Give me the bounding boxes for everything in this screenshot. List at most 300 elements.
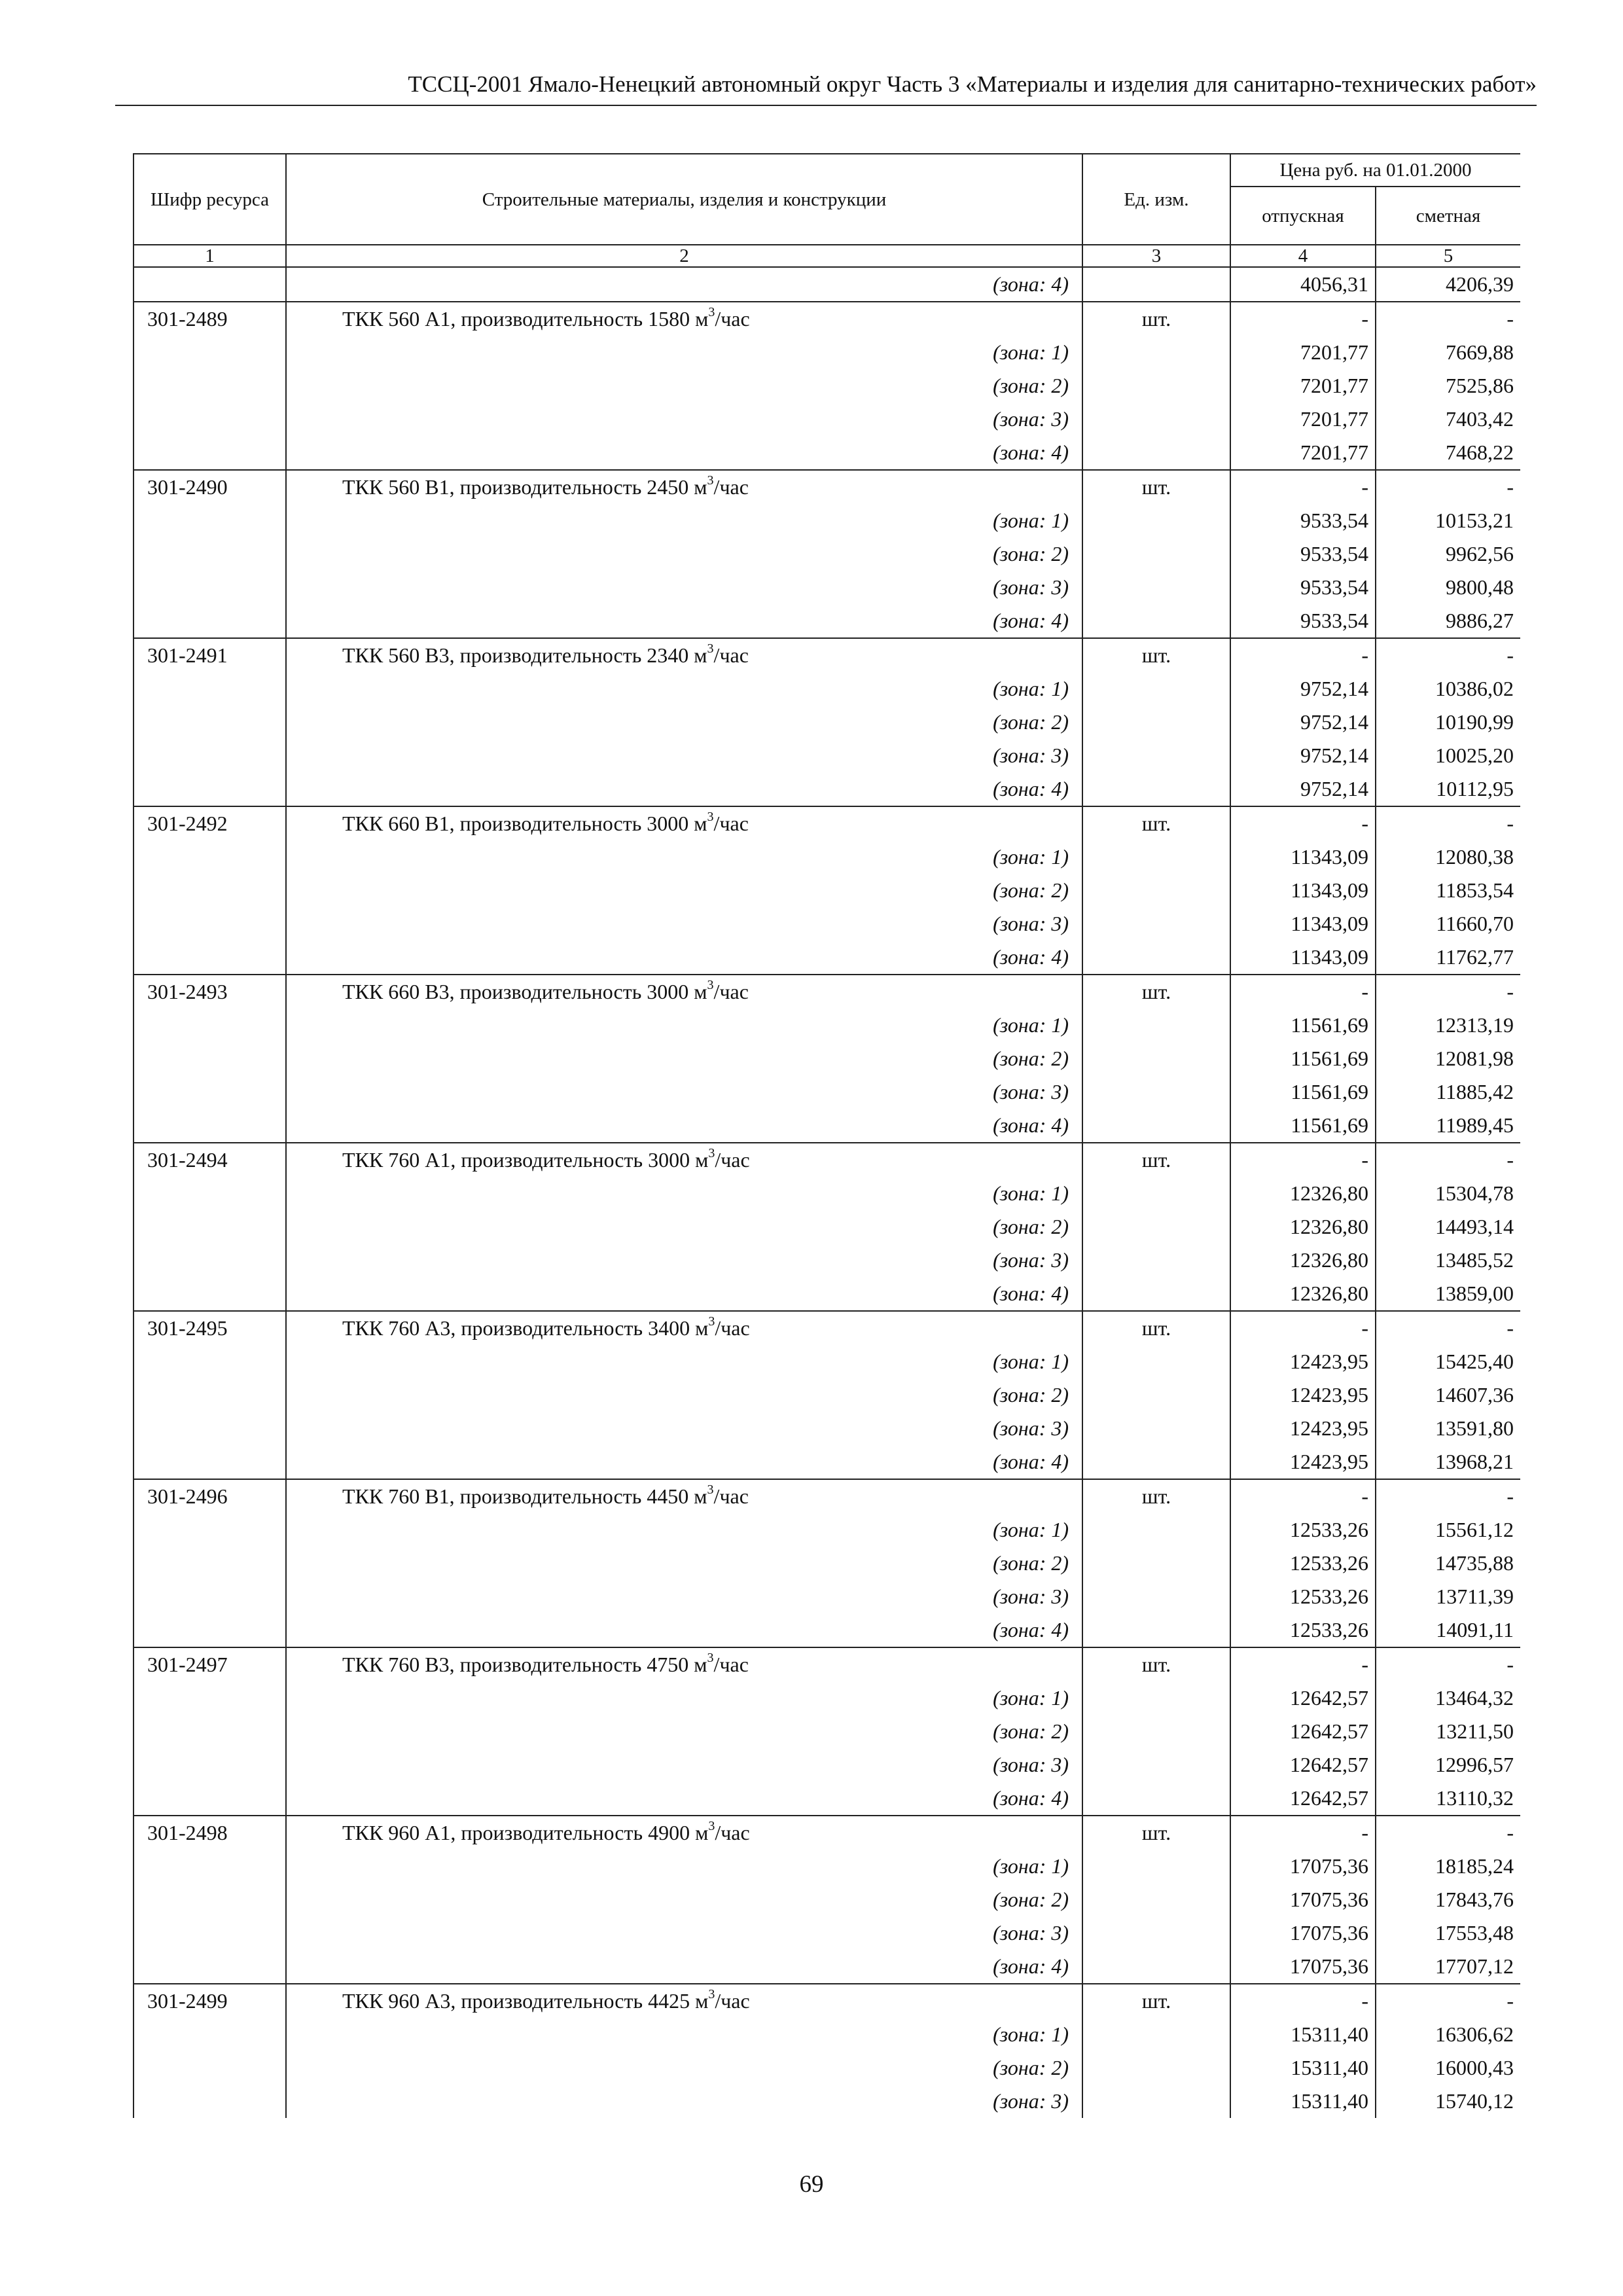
cell-estimate-price: 11853,54 (1376, 874, 1520, 907)
cell-estimate-price: 10153,21 (1376, 504, 1520, 537)
cell-release-price: 12533,26 (1230, 1580, 1376, 1613)
cell-unit (1082, 571, 1230, 604)
cell-zone: (зона: 2) (286, 1715, 1082, 1748)
col-header-estimate: сметная (1376, 187, 1520, 245)
zone-row (134, 1883, 1520, 1916)
cell-release-price: 17075,36 (1230, 1916, 1376, 1950)
cell-estimate-price: - (1376, 1143, 1520, 1177)
cell-estimate-price: 15425,40 (1376, 1345, 1520, 1378)
zone-row (134, 1378, 1520, 1412)
cell-code (134, 369, 286, 403)
cell-code (134, 403, 286, 436)
cell-zone: (зона: 2) (286, 537, 1082, 571)
cell-unit (1082, 1412, 1230, 1445)
item-row (134, 975, 1520, 1009)
cell-zone: (зона: 1) (286, 1345, 1082, 1378)
cell-code (134, 1042, 286, 1075)
cell-code (134, 1210, 286, 1244)
cell-release-price: 11343,09 (1230, 941, 1376, 975)
cell-zone: (зона: 3) (286, 1244, 1082, 1277)
zone-row (134, 1748, 1520, 1782)
cell-zone: (зона: 4) (286, 1445, 1082, 1479)
cell-zone: (зона: 2) (286, 706, 1082, 739)
cell-code (134, 1378, 286, 1412)
cell-unit (1082, 2051, 1230, 2085)
cell-zone: (зона: 1) (286, 1850, 1082, 1883)
item-row (134, 1479, 1520, 1513)
cell-estimate-price: 15561,12 (1376, 1513, 1520, 1547)
cell-zone: (зона: 1) (286, 840, 1082, 874)
cell-zone: (зона: 4) (286, 436, 1082, 470)
zone-row (134, 1613, 1520, 1647)
unit-exponent: 3 (707, 473, 714, 488)
cell-unit (1082, 1916, 1230, 1950)
cell-zone: (зона: 4) (286, 1613, 1082, 1647)
cell-code (134, 1345, 286, 1378)
cell-release-price: 12326,80 (1230, 1244, 1376, 1277)
cell-release-price: - (1230, 1143, 1376, 1177)
cell-unit: шт. (1082, 302, 1230, 336)
cell-unit (1082, 1850, 1230, 1883)
cell-unit (1082, 1748, 1230, 1782)
zone-row (134, 1277, 1520, 1311)
cell-estimate-price: 10025,20 (1376, 739, 1520, 772)
cell-name (286, 1311, 1082, 1345)
item-name: ТКК 760 В1, производительность 4450 м (342, 1484, 707, 1508)
cell-name (286, 1143, 1082, 1177)
item-row (134, 1143, 1520, 1177)
cell-estimate-price: - (1376, 1311, 1520, 1345)
cell-zone: (зона: 3) (286, 1412, 1082, 1445)
cell-estimate-price: 12313,19 (1376, 1009, 1520, 1042)
price-table (133, 153, 1520, 2118)
cell-zone: (зона: 3) (286, 2085, 1082, 2118)
cell-estimate-price: - (1376, 806, 1520, 840)
zone-row (134, 1782, 1520, 1816)
cell-release-price: 12642,57 (1230, 1782, 1376, 1816)
cell-unit (1082, 1345, 1230, 1378)
cell-zone: (зона: 4) (286, 604, 1082, 638)
cell-estimate-price: 13110,32 (1376, 1782, 1520, 1816)
cell-code (134, 1782, 286, 1816)
cell-estimate-price: 14607,36 (1376, 1378, 1520, 1412)
cell-code: 301-2498 (134, 1816, 286, 1850)
cell-unit (1082, 267, 1230, 302)
cell-zone: (зона: 1) (286, 1177, 1082, 1210)
cell-release-price: 12423,95 (1230, 1378, 1376, 1412)
cell-release-price: - (1230, 1479, 1376, 1513)
cell-code (134, 1850, 286, 1883)
cell-unit (1082, 537, 1230, 571)
cell-estimate-price: 9800,48 (1376, 571, 1520, 604)
zone-row (134, 571, 1520, 604)
zone-row (134, 1916, 1520, 1950)
cell-zone: (зона: 3) (286, 739, 1082, 772)
cell-release-price: - (1230, 1816, 1376, 1850)
cell-unit (1082, 1075, 1230, 1109)
unit-exponent: 3 (707, 810, 714, 825)
cell-code (134, 2051, 286, 2085)
cell-code: 301-2494 (134, 1143, 286, 1177)
cell-release-price: 12326,80 (1230, 1277, 1376, 1311)
unit-exponent: 3 (707, 978, 714, 993)
cell-code (134, 2018, 286, 2051)
unit-suffix: /час (713, 1484, 749, 1508)
cell-unit: шт. (1082, 1143, 1230, 1177)
cell-release-price: 9533,54 (1230, 504, 1376, 537)
cell-estimate-price: 10386,02 (1376, 672, 1520, 706)
cell-zone: (зона: 3) (286, 1580, 1082, 1613)
cell-zone: (зона: 4) (286, 1109, 1082, 1143)
zone-row (134, 907, 1520, 941)
cell-unit: шт. (1082, 1816, 1230, 1850)
cell-code (134, 1277, 286, 1311)
cell-release-price: 7201,77 (1230, 336, 1376, 369)
cell-zone: (зона: 3) (286, 571, 1082, 604)
cell-estimate-price: 12081,98 (1376, 1042, 1520, 1075)
cell-release-price: 12533,26 (1230, 1547, 1376, 1580)
unit-suffix: /час (713, 475, 749, 499)
cell-estimate-price: 17553,48 (1376, 1916, 1520, 1950)
cell-release-price: 17075,36 (1230, 1950, 1376, 1984)
cell-estimate-price: 17707,12 (1376, 1950, 1520, 1984)
cell-name (286, 1816, 1082, 1850)
cell-name (286, 638, 1082, 672)
cell-estimate-price: 13485,52 (1376, 1244, 1520, 1277)
cell-name (286, 1647, 1082, 1681)
cell-zone: (зона: 4) (286, 1782, 1082, 1816)
cell-estimate-price: 11762,77 (1376, 941, 1520, 975)
col-header-release: отпускная (1230, 187, 1376, 245)
zone-row (134, 1445, 1520, 1479)
cell-zone: (зона: 3) (286, 403, 1082, 436)
cell-unit: шт. (1082, 1984, 1230, 2018)
unit-exponent: 3 (708, 1987, 715, 2002)
zone-row (134, 1513, 1520, 1547)
cell-release-price: 11343,09 (1230, 840, 1376, 874)
cell-code: 301-2493 (134, 975, 286, 1009)
cell-code: 301-2490 (134, 470, 286, 504)
zone-row (134, 1850, 1520, 1883)
cell-unit (1082, 1445, 1230, 1479)
cell-unit (1082, 1378, 1230, 1412)
zone-row (134, 1715, 1520, 1748)
item-row (134, 1984, 1520, 2018)
unit-suffix: /час (715, 1148, 750, 1172)
cell-code (134, 1445, 286, 1479)
cell-unit (1082, 874, 1230, 907)
cell-unit (1082, 1244, 1230, 1277)
unit-suffix: /час (715, 1821, 750, 1844)
cell-release-price: 11561,69 (1230, 1042, 1376, 1075)
unit-suffix: /час (715, 1316, 750, 1340)
cell-estimate-price: - (1376, 470, 1520, 504)
cell-estimate-price: 7403,42 (1376, 403, 1520, 436)
cell-zone: (зона: 2) (286, 874, 1082, 907)
item-name: ТКК 660 В1, производительность 3000 м (342, 812, 707, 835)
cell-estimate-price: 16306,62 (1376, 2018, 1520, 2051)
cell-code (134, 1580, 286, 1613)
cell-estimate-price: 12080,38 (1376, 840, 1520, 874)
cell-code (134, 1916, 286, 1950)
cell-estimate-price: - (1376, 302, 1520, 336)
cell-release-price: - (1230, 1311, 1376, 1345)
cell-zone: (зона: 2) (286, 1378, 1082, 1412)
cell-estimate-price: 10112,95 (1376, 772, 1520, 806)
zone-row (134, 504, 1520, 537)
col-number: 3 (1082, 245, 1230, 267)
cell-zone: (зона: 1) (286, 1009, 1082, 1042)
cell-unit: шт. (1082, 1311, 1230, 1345)
cell-release-price: 7201,77 (1230, 369, 1376, 403)
cell-estimate-price: 10190,99 (1376, 706, 1520, 739)
cell-estimate-price: 14091,11 (1376, 1613, 1520, 1647)
cell-code (134, 1613, 286, 1647)
item-name: ТКК 960 А3, производительность 4425 м (342, 1989, 709, 2013)
cell-estimate-price: 13591,80 (1376, 1412, 1520, 1445)
unit-exponent: 3 (708, 1819, 715, 1834)
cell-code: 301-2495 (134, 1311, 286, 1345)
item-name: ТКК 960 А1, производительность 4900 м (342, 1821, 709, 1844)
unit-exponent: 3 (708, 1146, 715, 1161)
cell-unit (1082, 1782, 1230, 1816)
cell-code (134, 941, 286, 975)
cell-release-price: 17075,36 (1230, 1883, 1376, 1916)
zone-row (134, 874, 1520, 907)
cell-release-price: - (1230, 638, 1376, 672)
item-name: ТКК 560 А1, производительность 1580 м (342, 307, 709, 331)
cell-estimate-price: 9886,27 (1376, 604, 1520, 638)
unit-exponent: 3 (708, 1314, 715, 1329)
zone-row (134, 1345, 1520, 1378)
cell-unit (1082, 1883, 1230, 1916)
zone-row (134, 2085, 1520, 2118)
item-name: ТКК 760 А3, производительность 3400 м (342, 1316, 709, 1340)
cell-release-price: 12642,57 (1230, 1715, 1376, 1748)
cell-release-price: 12533,26 (1230, 1513, 1376, 1547)
cell-unit (1082, 1580, 1230, 1613)
unit-exponent: 3 (707, 1482, 714, 1498)
cell-estimate-price: 13464,32 (1376, 1681, 1520, 1715)
cell-unit (1082, 672, 1230, 706)
cell-unit (1082, 1513, 1230, 1547)
item-row (134, 302, 1520, 336)
zone-row (134, 1042, 1520, 1075)
cell-unit (1082, 336, 1230, 369)
col-header-code: Шифр ресурса (134, 154, 286, 245)
cell-release-price: 15311,40 (1230, 2085, 1376, 2118)
cell-unit (1082, 1009, 1230, 1042)
cell-zone: (зона: 4) (286, 1277, 1082, 1311)
cell-release-price: - (1230, 806, 1376, 840)
item-row (134, 806, 1520, 840)
cell-release-price: - (1230, 302, 1376, 336)
price-table-container (133, 153, 1520, 2123)
cell-release-price: 11343,09 (1230, 907, 1376, 941)
cell-estimate-price: - (1376, 638, 1520, 672)
cell-zone: (зона: 2) (286, 369, 1082, 403)
cell-zone: (зона: 2) (286, 1210, 1082, 1244)
cell-zone: (зона: 1) (286, 2018, 1082, 2051)
unit-suffix: /час (713, 643, 749, 667)
cell-code (134, 1009, 286, 1042)
cell-code (134, 1715, 286, 1748)
cell-code (134, 537, 286, 571)
cell-estimate-price: 13211,50 (1376, 1715, 1520, 1748)
cell-zone: (зона: 3) (286, 1916, 1082, 1950)
cell-unit (1082, 436, 1230, 470)
cell-code (134, 1950, 286, 1984)
cell-estimate-price: 11660,70 (1376, 907, 1520, 941)
cell-zone: (зона: 2) (286, 2051, 1082, 2085)
cell-unit (1082, 941, 1230, 975)
zone-row (134, 1177, 1520, 1210)
col-header-unit: Ед. изм. (1082, 154, 1230, 245)
cell-zone: (зона: 1) (286, 672, 1082, 706)
cell-name (286, 470, 1082, 504)
cell-unit (1082, 369, 1230, 403)
cell-zone: (зона: 3) (286, 907, 1082, 941)
cell-release-price: 9533,54 (1230, 571, 1376, 604)
cell-unit: шт. (1082, 1479, 1230, 1513)
unit-exponent: 3 (707, 641, 714, 656)
cell-unit (1082, 1613, 1230, 1647)
cell-code (134, 2085, 286, 2118)
cell-code (134, 672, 286, 706)
cell-estimate-price: - (1376, 1479, 1520, 1513)
cell-zone: (зона: 1) (286, 1513, 1082, 1547)
unit-suffix: /час (715, 1989, 750, 2013)
cell-zone: (зона: 2) (286, 1547, 1082, 1580)
cell-estimate-price: 4206,39 (1376, 267, 1520, 302)
item-name: ТКК 560 В1, производительность 2450 м (342, 475, 707, 499)
cell-code (134, 1244, 286, 1277)
cell-release-price: - (1230, 1984, 1376, 2018)
zone-row (134, 336, 1520, 369)
cell-release-price: 11343,09 (1230, 874, 1376, 907)
cell-estimate-price: 9962,56 (1376, 537, 1520, 571)
cell-code: 301-2491 (134, 638, 286, 672)
cell-code (134, 571, 286, 604)
cell-zone: (зона: 4) (286, 1950, 1082, 1984)
item-name: ТКК 660 В3, производительность 3000 м (342, 980, 707, 1003)
cell-unit: шт. (1082, 975, 1230, 1009)
cell-estimate-price: 15740,12 (1376, 2085, 1520, 2118)
item-row (134, 638, 1520, 672)
cell-code (134, 772, 286, 806)
cell-name (286, 1479, 1082, 1513)
cell-code (134, 874, 286, 907)
cell-code (134, 1547, 286, 1580)
cell-zone: (зона: 2) (286, 1883, 1082, 1916)
cell-estimate-price: - (1376, 1816, 1520, 1850)
item-row (134, 1647, 1520, 1681)
cell-release-price: 12423,95 (1230, 1445, 1376, 1479)
col-header-price-group: Цена руб. на 01.01.2000 (1230, 154, 1520, 187)
col-number: 5 (1376, 245, 1520, 267)
cell-release-price: 11561,69 (1230, 1075, 1376, 1109)
col-number: 1 (134, 245, 286, 267)
cell-code (134, 1681, 286, 1715)
cell-zone: (зона: 3) (286, 1748, 1082, 1782)
cell-estimate-price: - (1376, 975, 1520, 1009)
unit-exponent: 3 (708, 305, 715, 320)
cell-estimate-price: 7669,88 (1376, 336, 1520, 369)
cell-zone: (зона: 1) (286, 336, 1082, 369)
cell-code (134, 1513, 286, 1547)
zone-row (134, 1244, 1520, 1277)
carryover-row (134, 267, 1520, 302)
cell-release-price: 4056,31 (1230, 267, 1376, 302)
item-row (134, 470, 1520, 504)
cell-estimate-price: 15304,78 (1376, 1177, 1520, 1210)
cell-release-price: 9752,14 (1230, 739, 1376, 772)
cell-code (134, 1412, 286, 1445)
cell-code (134, 504, 286, 537)
cell-zone: (зона: 1) (286, 504, 1082, 537)
item-row (134, 1816, 1520, 1850)
page-header: ТССЦ-2001 Ямало-Ненецкий автономный округ Часть 3 «Материалы и изделия для санитарно-технических работ» (115, 71, 1537, 106)
cell-code (134, 1883, 286, 1916)
cell-unit (1082, 1210, 1230, 1244)
cell-unit: шт. (1082, 806, 1230, 840)
cell-code (134, 1075, 286, 1109)
cell-code (134, 1109, 286, 1143)
zone-row (134, 1075, 1520, 1109)
cell-unit (1082, 1277, 1230, 1311)
zone-row (134, 436, 1520, 470)
cell-release-price: - (1230, 975, 1376, 1009)
cell-estimate-price: 12996,57 (1376, 1748, 1520, 1782)
cell-unit (1082, 1950, 1230, 1984)
cell-release-price: 17075,36 (1230, 1850, 1376, 1883)
cell-zone: (зона: 3) (286, 1075, 1082, 1109)
cell-release-price: 9533,54 (1230, 604, 1376, 638)
cell-code: 301-2489 (134, 302, 286, 336)
cell-unit (1082, 1042, 1230, 1075)
item-name: ТКК 760 А1, производительность 3000 м (342, 1148, 709, 1172)
zone-row (134, 604, 1520, 638)
cell-unit (1082, 739, 1230, 772)
cell-code: 301-2499 (134, 1984, 286, 2018)
cell-unit (1082, 706, 1230, 739)
cell-code (134, 739, 286, 772)
table-body (134, 267, 1520, 2118)
cell-release-price: 12642,57 (1230, 1748, 1376, 1782)
cell-unit: шт. (1082, 1647, 1230, 1681)
cell-unit (1082, 403, 1230, 436)
cell-estimate-price: 11989,45 (1376, 1109, 1520, 1143)
zone-row (134, 1210, 1520, 1244)
zone-row (134, 1009, 1520, 1042)
zone-row (134, 369, 1520, 403)
cell-estimate-price: 7525,86 (1376, 369, 1520, 403)
cell-code: 301-2492 (134, 806, 286, 840)
cell-release-price: 12326,80 (1230, 1210, 1376, 1244)
cell-unit (1082, 1177, 1230, 1210)
cell-unit (1082, 2018, 1230, 2051)
cell-release-price: 9752,14 (1230, 706, 1376, 739)
cell-estimate-price: 13711,39 (1376, 1580, 1520, 1613)
cell-estimate-price: 13968,21 (1376, 1445, 1520, 1479)
cell-release-price: - (1230, 470, 1376, 504)
unit-exponent: 3 (707, 1651, 714, 1666)
cell-code (134, 336, 286, 369)
cell-unit: шт. (1082, 638, 1230, 672)
item-name: ТКК 760 В3, производительность 4750 м (342, 1653, 707, 1676)
cell-unit (1082, 1715, 1230, 1748)
cell-zone: (зона: 1) (286, 1681, 1082, 1715)
